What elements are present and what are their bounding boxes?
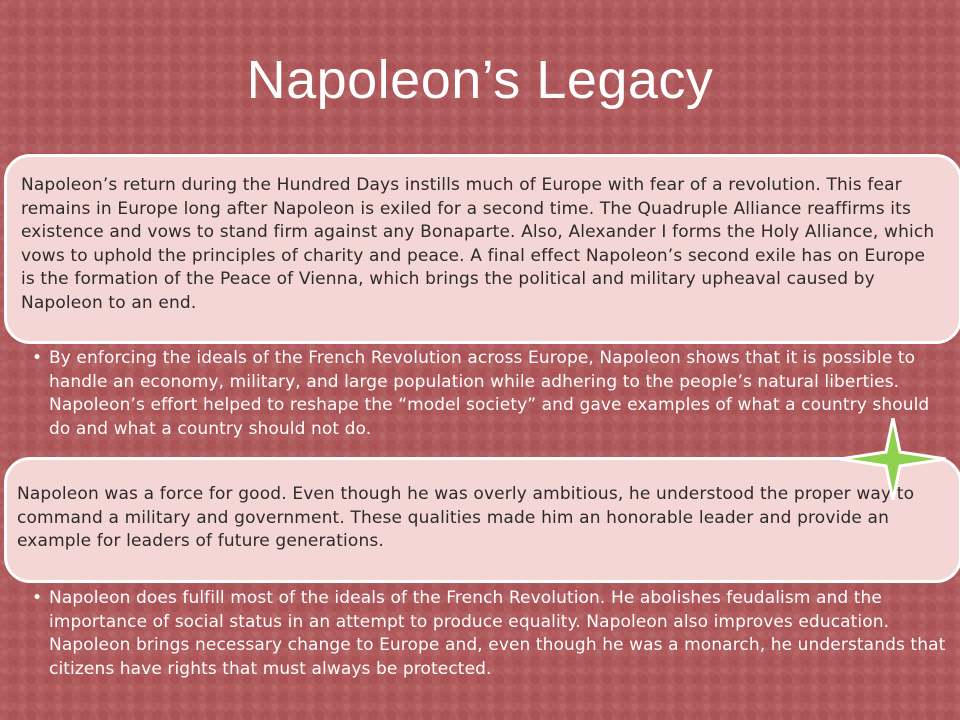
slide-title: Napoleon’s Legacy: [246, 50, 714, 110]
bullet-item-text: Napoleon does fulfill most of the ideals of the French Revolution. He abolishes feudalism and the importance of social status in an attempt to produce equality. Napoleon also improves education. Napoleon brings necessary change to Europe and, even though he was a monarch, he understands that citizens have rights that must always be protected.: [49, 588, 946, 679]
text-box-hundred-days-text: Napoleon’s return during the Hundred Days instills much of Europe with fear of a revolution. This fear remains in Europe long after Napoleon is exiled for a second time. The Quadruple Alliance reaffirms its existence and vows to stand firm against any Bonaparte. Also, Alexander I forms the Holy Alliance, which vows to uphold the principles of charity and peace. A final effect Napoleon’s second exile has on Europe is the formation of the Peace of Vienna, which brings the political and military upheaval caused by Napoleon to an end.: [21, 175, 935, 313]
bullet-item-fulfills-ideals: [32, 587, 952, 681]
text-box-hundred-days: [4, 154, 960, 344]
four-point-star-icon: [840, 418, 946, 500]
bullet-item-french-revolution-ideals: [32, 347, 952, 441]
bullet-marker: •: [32, 588, 43, 608]
bullet-marker: •: [32, 348, 43, 368]
text-box-force-for-good: [4, 457, 960, 583]
bullet-item-text: By enforcing the ideals of the French Revolution across Europe, Napoleon shows that it is possible to handle an economy, military, and large population while adhering to the people’s natural liberties. Napoleon’s effort helped to reshape the “model society” and gave examples of what a country should do and what a country should not do.: [49, 348, 930, 439]
text-box-force-for-good-text: Napoleon was a force for good. Even though he was overly ambitious, he understood the proper way to command a military and government. These qualities made him an honorable leader and provide an example for leaders of future generations.: [17, 484, 915, 551]
